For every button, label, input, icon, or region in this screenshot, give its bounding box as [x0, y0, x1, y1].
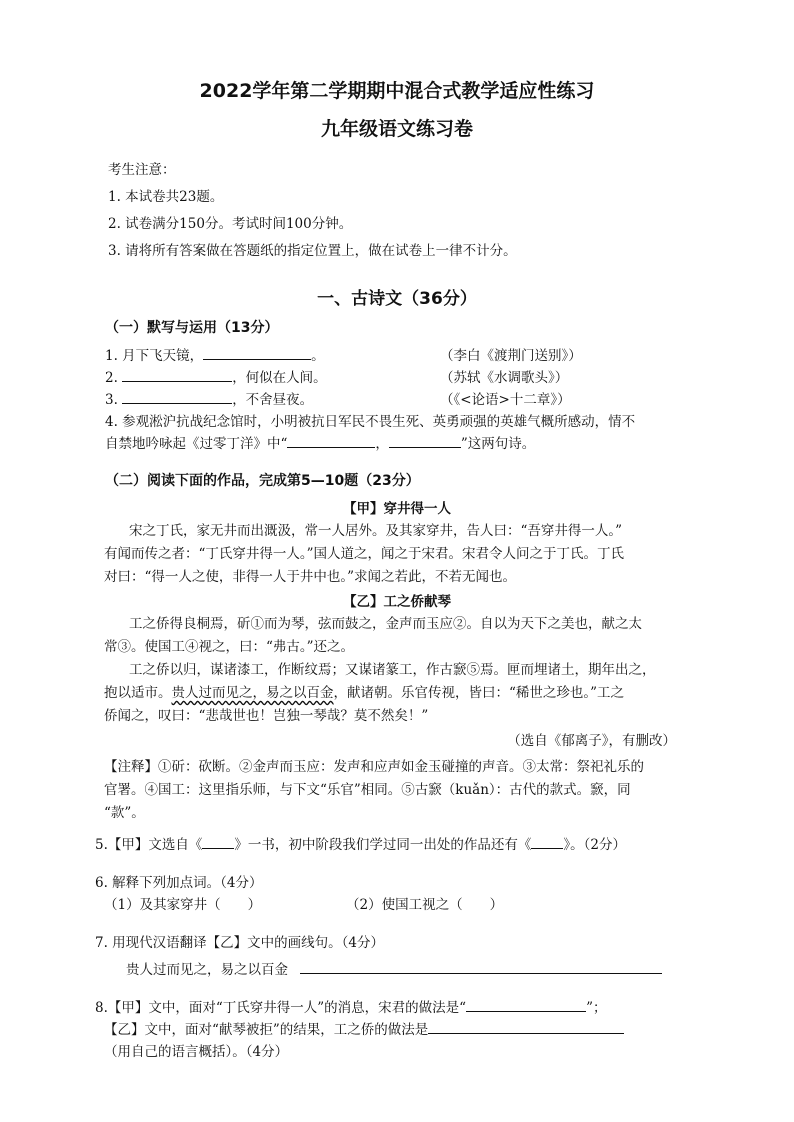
notice-item-1: 1. 本试卷共23题。 [108, 189, 224, 205]
q1-source: （李白《渡荆门送别》） [440, 348, 582, 364]
q4-post: ”这两句诗。 [460, 436, 536, 452]
question-7-title: 7. 用现代汉语翻译【乙】文中的画线句。（4分） [95, 935, 385, 951]
q7-answer-blank[interactable] [300, 960, 662, 974]
exam-title: 2022学年第二学期期中混合式教学适应性练习 [199, 80, 595, 102]
passage-jia-line: 宋之丁氏，家无井而出溉汲，常一人居外。及其家穿井，告人曰：“吾穿井得一人。” [129, 523, 623, 539]
part1-title: （一）默写与运用（13分） [105, 320, 279, 336]
q6-item-1: （1）及其家穿井（ ） [104, 897, 262, 913]
section-title: 一、古诗文（36分） [317, 289, 477, 309]
question-8-line1 [95, 996, 607, 1016]
q5-answer-blank-1[interactable] [202, 835, 234, 849]
passage-jia-line: 对曰：“得一人之使，非得一人于井中也。”求闻之若此，不若无闻也。 [104, 569, 517, 585]
q5-c: 》。（2分） [563, 837, 626, 853]
q8-l1-post: ”； [586, 1000, 607, 1016]
notes-line: 【注释】①斫：砍断。②金声而玉应：发声和应声如金玉碰撞的声音。③太常：祭祀礼乐的 [104, 759, 644, 775]
q1-post: 。 [311, 348, 325, 364]
notice-item-3: 3. 请将所有答案做在答题纸的指定位置上，做在试卷上一律不计分。 [108, 243, 517, 259]
notes-line: “款”。 [104, 805, 145, 821]
underlined-sentence: 贵人过而见之，易之以百金 [171, 685, 334, 701]
passage-jia-title: 【甲】穿井得一人 [343, 501, 451, 517]
q2-source: （苏轼《水调歌头》） [440, 370, 569, 386]
q5-a: 5.【甲】文选自《 [95, 837, 203, 853]
q2-post: ，何似在人间。 [232, 370, 327, 386]
question-4-line1: 4. 参观淞沪抗战纪念馆时，小明被抗日军民不畏生死、英勇顽强的英雄气概所感动，情不 [105, 414, 636, 430]
passage-yi-title: 【乙】工之侨献琴 [343, 594, 451, 610]
q8-answer-blank-2[interactable] [428, 1020, 624, 1034]
q4-answer-blank-2[interactable] [389, 434, 461, 448]
q5-answer-blank-2[interactable] [531, 835, 563, 849]
q3-answer-blank[interactable] [122, 390, 232, 404]
question-8-line3: （用自己的语言概括）。（4分） [104, 1044, 289, 1060]
question-8-line2 [104, 1018, 624, 1038]
notice-heading: 考生注意： [108, 162, 176, 178]
q3-source: （《<论语>十二章》） [440, 392, 571, 408]
passage-yi-line: 工之侨以归，谋诸漆工，作断纹焉；又谋诸篆工，作古窾⑤焉。匣而埋诸土，期年出之， [129, 662, 656, 678]
passage-yi-line: 常③。使国工④视之，曰：“弗古。”还之。 [104, 639, 355, 655]
passage-yi-text: 抱以适市。 [104, 685, 172, 701]
q4-pre: 自禁地吟咏起《过零丁洋》中“ [105, 436, 288, 452]
passage-yi-line [104, 681, 624, 701]
q8-l2-pre: 【乙】文中，面对“献琴被拒”的结果，工之侨的做法是 [104, 1022, 429, 1038]
notice-item-2: 2. 试卷满分150分。考试时间100分钟。 [108, 216, 353, 232]
question-4-line2 [105, 432, 535, 452]
q2-pre: 2. [105, 370, 118, 386]
q8-l1-pre: 8.【甲】文中，面对“丁氏穿井得一人”的消息，宋君的做法是“ [95, 1000, 467, 1016]
q3-pre: 3. [105, 392, 118, 408]
q8-answer-blank-1[interactable] [466, 998, 586, 1012]
passage-jia-line: 有闻而传之者：“丁氏穿井得一人。”国人道之，闻之于宋君。宋君令人问之于丁氏。丁氏 [104, 546, 625, 562]
q3-post: ，不舍昼夜。 [232, 392, 314, 408]
question-6-title: 6. 解释下列加点词。（4分） [95, 875, 263, 891]
passage-yi-line: 工之侨得良桐焉，斫①而为琴，弦而鼓之，金声而玉应②。自以为天下之美也，献之太 [129, 616, 642, 632]
part2-title: （二）阅读下面的作品，完成第5—10题（23分） [105, 473, 420, 489]
q1-answer-blank[interactable] [203, 346, 311, 360]
q6-item-2: （2）使国工视之（ ） [346, 897, 504, 913]
q7-line [126, 958, 662, 978]
passage-yi-source: （选自《郁离子》，有删改） [507, 733, 676, 749]
q4-answer-blank-1[interactable] [287, 434, 375, 448]
q2-answer-blank[interactable] [122, 368, 232, 382]
question-3 [105, 388, 313, 408]
question-1 [105, 344, 325, 364]
passage-yi-text: ，献诸朝。乐官传视，皆曰：“稀世之珍也。”工之 [333, 685, 625, 701]
question-5 [95, 833, 626, 853]
question-2 [105, 366, 327, 386]
exam-subtitle: 九年级语文练习卷 [320, 118, 473, 140]
passage-yi-line: 侨闻之，叹曰：“悲哉世也！岂独一琴哉？莫不然矣！” [104, 708, 429, 724]
q4-mid: ， [375, 436, 389, 452]
q1-pre: 1. 月下飞天镜， [105, 348, 204, 364]
notes-line: 官署。④国工：这里指乐师，与下文“乐官”相同。⑤古窾（kuǎn）：古代的款式。窾，同 [104, 782, 631, 798]
q7-sentence: 贵人过而见之，易之以百金 [126, 962, 288, 978]
q5-b: 》一书，初中阶段我们学过同一出处的作品还有《 [234, 837, 532, 853]
